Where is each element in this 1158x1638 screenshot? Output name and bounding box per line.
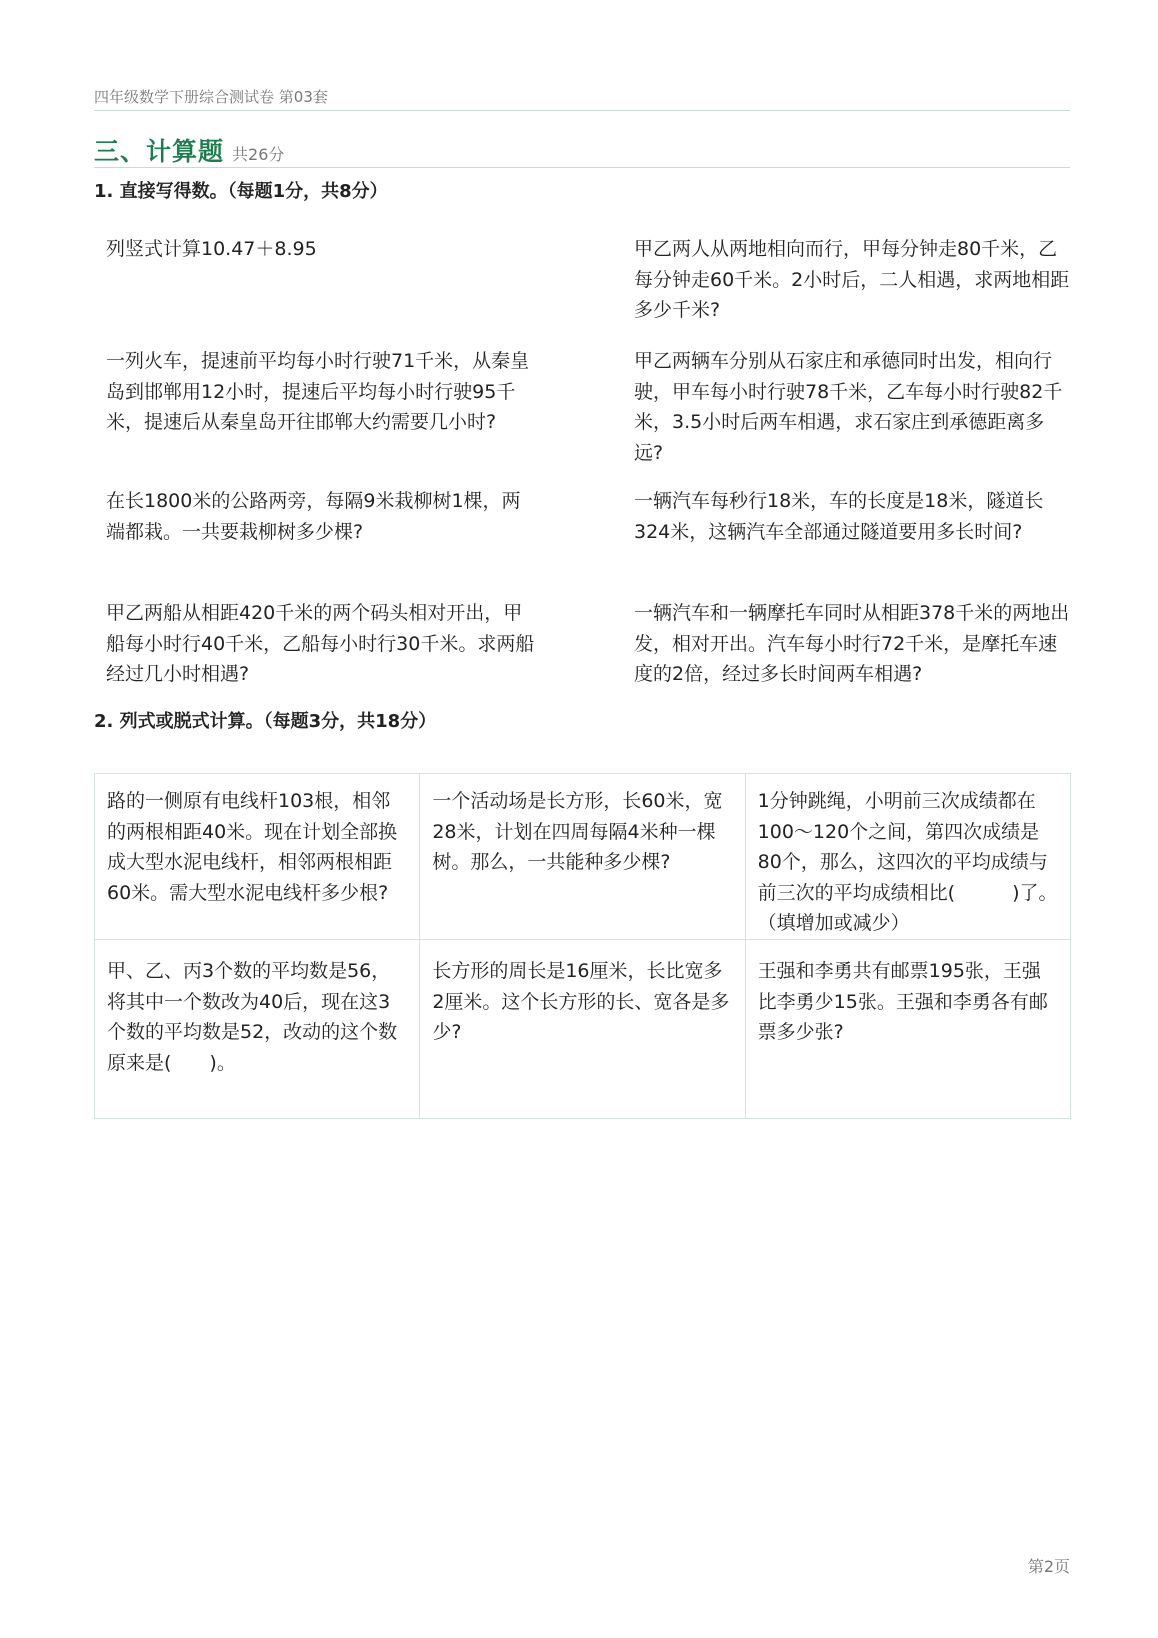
problem-item: 甲乙两辆车分别从石家庄和承德同时出发，相向行驶，甲车每小时行驶78千米，乙车每小时行驶82千米，3.5小时后两车相遇，求石家庄到承德距离多远?	[634, 350, 1063, 464]
section-title	[94, 132, 284, 168]
table-row	[95, 940, 1071, 1119]
problem-item: 列竖式计算10.47＋8.95	[106, 238, 317, 260]
document-header: 四年级数学下册综合测试卷 第03套	[94, 88, 328, 106]
table-cell: 王强和李勇共有邮票195张，王强比李勇少15张。王强和李勇各有邮票多少张?	[745, 940, 1070, 1119]
section-points: 共26分	[232, 145, 285, 164]
page-number: 第2页	[1027, 1557, 1070, 1576]
header-divider	[94, 110, 1070, 111]
problem-item: 一辆汽车和一辆摩托车同时从相距378千米的两地出发，相对开出。汽车每小时行72千米，是摩托车速度的2倍，经过多长时间两车相遇?	[634, 602, 1070, 685]
table-row	[95, 774, 1071, 940]
problem-item: 在长1800米的公路两旁，每隔9米栽柳树1棵，两端都栽。一共要栽柳树多少棵?	[106, 490, 521, 543]
problem-item: 一列火车，提速前平均每小时行驶71千米，从秦皇岛到邯郸用12小时，提速后平均每小时行驶95千米，提速后从秦皇岛开往邯郸大约需要几小时?	[106, 350, 530, 433]
table-cell: 甲、乙、丙3个数的平均数是56，将其中一个数改为40后，现在这3个数的平均数是52，改动的这个数原来是( )。	[95, 940, 420, 1119]
section-divider	[94, 167, 1070, 168]
problem-item: 甲乙两船从相距420千米的两个码头相对开出，甲船每小时行40千米，乙船每小时行30千米。求两船经过几小时相遇?	[106, 602, 535, 685]
table-cell: 一个活动场是长方形，长60米，宽28米，计划在四周每隔4米种一棵树。那么，一共能种多少棵?	[420, 774, 745, 940]
table-cell: 路的一侧原有电线杆103根，相邻的两根相距40米。现在计划全部换成大型水泥电线杆，相邻两根相距60米。需大型水泥电线杆多少根?	[95, 774, 420, 940]
section-title-text: 三、计算题	[94, 137, 225, 166]
table-cell: 长方形的周长是16厘米，长比宽多2厘米。这个长方形的长、宽各是多少?	[420, 940, 745, 1119]
question-1-heading: 1. 直接写得数。（每题1分，共8分）	[94, 181, 388, 202]
question-2-table	[94, 773, 1071, 1119]
problem-item: 甲乙两人从两地相向而行，甲每分钟走80千米，乙每分钟走60千米。2小时后，二人相遇，求两地相距多少千米?	[634, 238, 1070, 321]
table-cell: 1分钟跳绳，小明前三次成绩都在100～120个之间，第四次成绩是80个，那么，这四次的平均成绩与前三次的平均成绩相比( )了。（填增加或减少）	[745, 774, 1070, 940]
question-2-heading: 2. 列式或脱式计算。（每题3分，共18分）	[94, 711, 437, 732]
problem-item: 一辆汽车每秒行18米，车的长度是18米，隧道长324米，这辆汽车全部通过隧道要用多长时间?	[634, 490, 1044, 543]
